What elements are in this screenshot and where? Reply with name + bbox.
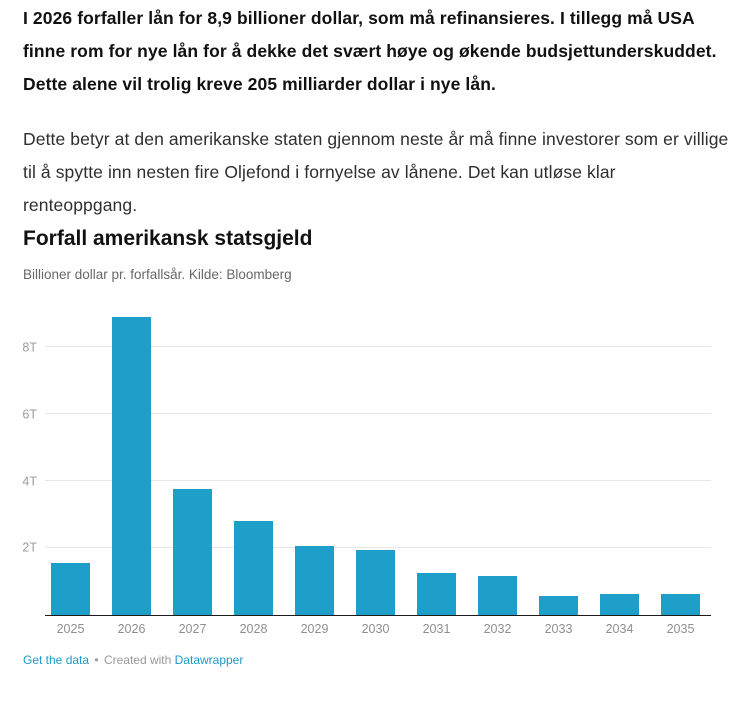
bar-2030[interactable]: [356, 550, 395, 615]
y-axis-tick-label-8T: 8T: [22, 339, 37, 354]
x-axis-label-2032: 2032: [483, 621, 512, 636]
datawrapper-link[interactable]: Datawrapper: [174, 652, 244, 667]
bar-2025[interactable]: [51, 563, 90, 615]
x-axis-label-2031: 2031: [422, 621, 451, 636]
chart-container: [23, 226, 730, 668]
y-axis-tick-label-2T: 2T: [22, 540, 37, 555]
article-lead-paragraph: I 2026 forfaller lån for 8,9 billioner dollar, som må refinansieres. I tillegg må USA finne rom for nye lån for å dekke det svært høye og økende budsjettunderskuddet. Dette alene vil trolig kreve 205 milliarder dollar i nye lån.: [23, 8, 717, 94]
bar-2034[interactable]: [600, 594, 639, 615]
article-text: [23, 2, 730, 222]
x-axis-label-2030: 2030: [361, 621, 390, 636]
bar-2026[interactable]: [112, 317, 151, 615]
footer-created-with-label: Created with: [103, 652, 175, 667]
y-axis-tick-label-6T: 6T: [22, 406, 37, 421]
x-axis-label-2035: 2035: [666, 621, 695, 636]
x-axis-label-2026: 2026: [117, 621, 146, 636]
bar-2029[interactable]: [295, 546, 334, 615]
get-the-data-link[interactable]: Get the data: [23, 652, 90, 667]
bar-2031[interactable]: [417, 573, 456, 615]
footer-separator: •: [94, 652, 99, 667]
chart-plot: [22, 315, 711, 616]
bar-2033[interactable]: [539, 596, 578, 614]
x-axis-label-2027: 2027: [178, 621, 207, 636]
x-axis-label-2029: 2029: [300, 621, 329, 636]
x-axis-label-2025: 2025: [56, 621, 85, 636]
bar-2027[interactable]: [173, 489, 212, 614]
y-axis-tick-label-4T: 4T: [22, 473, 37, 488]
x-axis-label-2028: 2028: [239, 621, 268, 636]
chart-title: Forfall amerikansk statsgjeld: [23, 227, 313, 250]
x-axis-labels: [45, 622, 730, 636]
bar-2032[interactable]: [478, 576, 517, 615]
article-body-paragraph: Dette betyr at den amerikanske staten gjennom neste år må finne investorer som er villige til å spytte inn nesten fire Oljefond i fornyelse av lånene. Det kan utløse klar renteoppgang.: [23, 129, 729, 215]
bars-row: [45, 317, 711, 615]
bar-2035[interactable]: [661, 594, 700, 615]
x-axis-label-2033: 2033: [544, 621, 573, 636]
chart-subtitle: Billioner dollar pr. forfallsår. Kilde: Bloomberg: [23, 267, 292, 283]
bar-2028[interactable]: [234, 521, 273, 615]
chart-footer: [23, 653, 730, 668]
x-axis-label-2034: 2034: [605, 621, 634, 636]
